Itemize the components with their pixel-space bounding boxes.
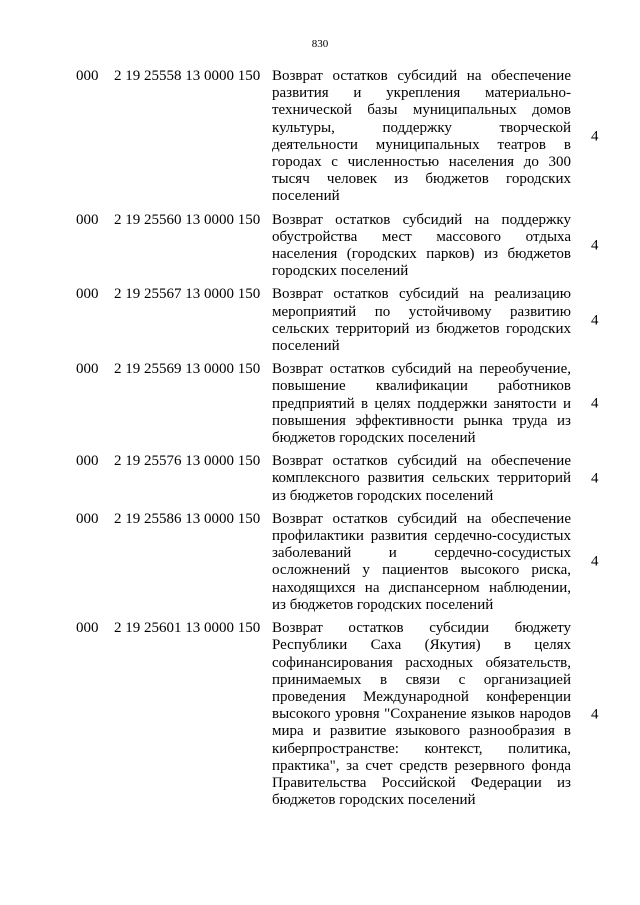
table-row xyxy=(0,453,640,505)
row-description: Возврат остатков субсидий на переобучение, повышение квалификации работников предприятий в целях поддержки занятости и повышения эффективности рынка труда из бюджетов городских поселений xyxy=(272,361,571,447)
admin-code: 000 xyxy=(76,620,99,637)
row-description: Возврат остатков субсидий на обеспечение профилактики развития сердечно-сосудистых заболеваний и сердечно-сосудистых осложнений у пациентов высокого риска, находящихся на диспансерном наблюдении, из бюджетов городских поселений xyxy=(272,510,571,613)
table-row xyxy=(0,511,640,614)
admin-code: 000 xyxy=(76,361,99,378)
admin-code: 000 xyxy=(76,286,99,303)
row-description: Возврат остатков субсидий на поддержку обустройства мест массового отдыха населения (городских парков) из бюджетов городских поселений xyxy=(272,211,571,280)
table-row xyxy=(0,286,640,355)
budget-classification-code: 2 19 25586 13 0000 150 xyxy=(114,510,261,527)
row-value: 4 xyxy=(591,395,599,412)
budget-classification-code: 2 19 25576 13 0000 150 xyxy=(114,453,261,470)
row-description: Возврат остатков субсидий на реализацию мероприятий по устойчивому развитию сельских территорий из бюджетов городских поселений xyxy=(272,286,571,355)
table-row xyxy=(0,68,640,206)
budget-classification-code: 2 19 25560 13 0000 150 xyxy=(114,211,261,228)
budget-classification-code: 2 19 25567 13 0000 150 xyxy=(114,286,261,303)
admin-code: 000 xyxy=(76,68,99,84)
admin-code: 000 xyxy=(76,211,99,228)
admin-code: 000 xyxy=(76,453,99,470)
row-value: 4 xyxy=(591,128,599,145)
table-row xyxy=(0,620,640,809)
budget-classification-code: 2 19 25569 13 0000 150 xyxy=(114,361,261,378)
row-description: Возврат остатков субсидий на обеспечение комплексного развития сельских территорий из бюджетов городских поселений xyxy=(272,453,571,504)
row-value: 4 xyxy=(591,553,599,570)
row-description: Возврат остатков субсидий на обеспечение развития и укрепления материально-технической базы муниципальных домов культуры, поддержку творческой деятельности муниципальных театров в городах с численностью населения до 300 тысяч человек из бюджетов городских поселений xyxy=(272,68,571,205)
row-value: 4 xyxy=(591,706,599,723)
table-row xyxy=(0,361,640,447)
row-value: 4 xyxy=(591,237,599,254)
row-description: Возврат остатков субсидии бюджету Республики Саха (Якутия) в целях софинансирования расходных обязательств, принимаемых в связи с организацией проведения Международной конференции высокого уровня "Сохранение языков народов мира и развитие языкового разнообразия в киберпространстве: контекст, политика, практика", за счет средств резервного фонда Правительства Российской Федерации из бюджетов городских поселений xyxy=(272,620,571,809)
page-number: 830 xyxy=(311,38,329,50)
row-value: 4 xyxy=(591,470,599,487)
budget-classification-code: 2 19 25601 13 0000 150 xyxy=(114,620,261,637)
document-table xyxy=(0,68,640,815)
table-row xyxy=(0,212,640,281)
admin-code: 000 xyxy=(76,510,99,527)
budget-classification-code: 2 19 25558 13 0000 150 xyxy=(114,68,261,84)
row-value: 4 xyxy=(591,312,599,329)
